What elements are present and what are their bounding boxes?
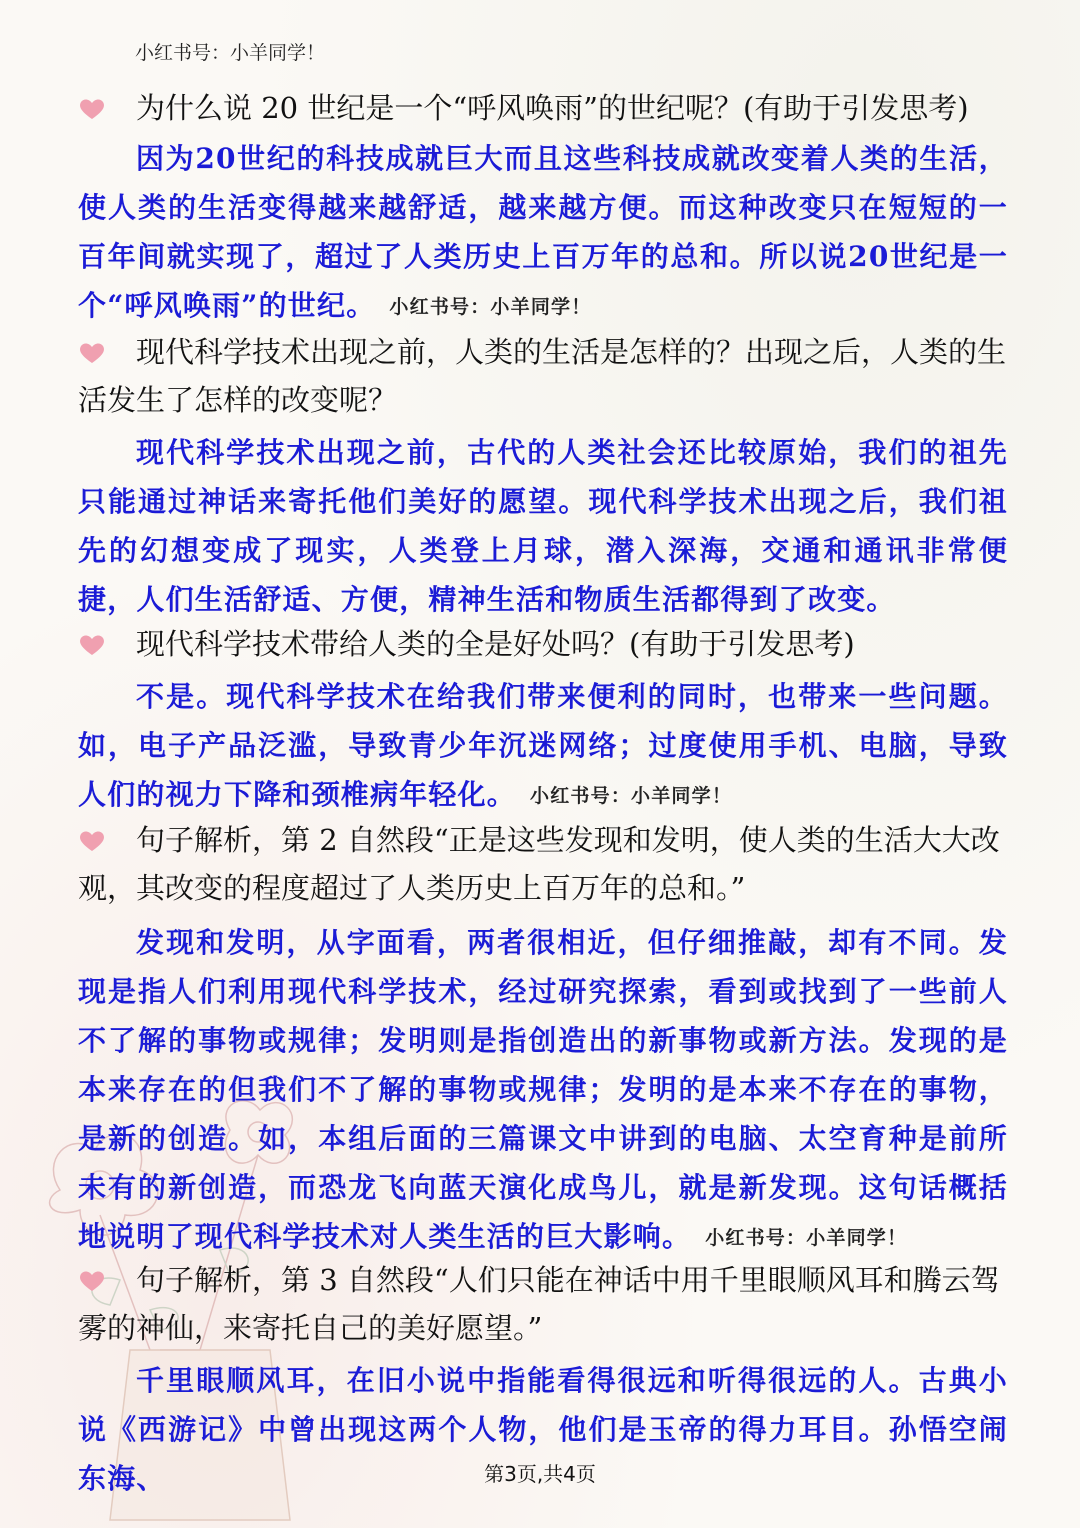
page-number: 第3页,共4页 [484,1462,596,1486]
answer-4 [78,918,1008,1263]
answer-1-text: 因为20世纪的科技成就巨大而且这些科技成就改变着人类的生活，使人类的生活变得越来越舒适，越来越方便。而这种改变只在短短的一百年间就实现了，超过了人类历史上百万年的总和。所以说20世纪是一个“呼风唤雨”的世纪。 [78,142,1008,322]
answer-1 [78,134,1008,332]
answer-3-text: 不是。现代科学技术在给我们带来便利的同时，也带来一些问题。如，电子产品泛滥，导致青少年沉迷网络；过度使用手机、电脑，导致人们的视力下降和颈椎病年轻化。 [78,680,1008,811]
watermark-inline-1: 小红书号：小羊同学！ [389,296,592,318]
watermark-inline-4: 小红书号：小羊同学！ [705,1227,908,1249]
watermark-inline-3: 小红书号：小羊同学！ [530,785,733,807]
question-3: 现代科学技术带给人类的全是好处吗？(有助于引发思考) [136,627,855,661]
question-4: 句子解析，第 2 自然段“正是这些发现和发明，使人类的生活大大改观，其改变的程度超过了人类历史上百万年的总和。” [78,823,1000,905]
watermark-top: 小红书号：小羊同学！ [135,42,326,64]
answer-3 [78,672,1008,821]
question-1: 为什么说 20 世纪是一个“呼风唤雨”的世纪呢？(有助于引发思考) [136,91,969,125]
answer-4-text: 发现和发明，从字面看，两者很相近，但仔细推敲，却有不同。发现是指人们利用现代科学技术，经过研究探索，看到或找到了一些前人不了解的事物或规律；发明则是指创造出的新事物或新方法。发现的是本来存在的但我们不了解的事物或规律；发明的是本来不存在的事物，是新的创造。如，本组后面的三篇课文中讲到的电脑、太空育种是前所未有的新创造，而恐龙飞向蓝天演化成鸟儿，就是新发现。这句话概括地说明了现代科学技术对人类生活的巨大影响。 [78,926,1008,1253]
answer-5: 千里眼顺风耳，在旧小说中指能看得很远和听得很远的人。古典小说《西游记》中曾出现这两个人物，他们是玉帝的得力耳目。孙悟空闹东海、 [78,1364,1008,1495]
question-2: 现代科学技术出现之前，人类的生活是怎样的？出现之后，人类的生活发生了怎样的改变呢？ [78,335,1007,417]
answer-2: 现代科学技术出现之前，古代的人类社会还比较原始，我们的祖先只能通过神话来寄托他们美好的愿望。现代科学技术出现之后，我们祖先的幻想变成了现实，人类登上月球，潜入深海，交通和通讯非常便捷，人们生活舒适、方便，精神生活和物质生活都得到了改变。 [78,436,1008,616]
question-5: 句子解析，第 3 自然段“人们只能在神话中用千里眼顺风耳和腾云驾雾的神仙，来寄托自己的美好愿望。” [78,1263,1000,1345]
